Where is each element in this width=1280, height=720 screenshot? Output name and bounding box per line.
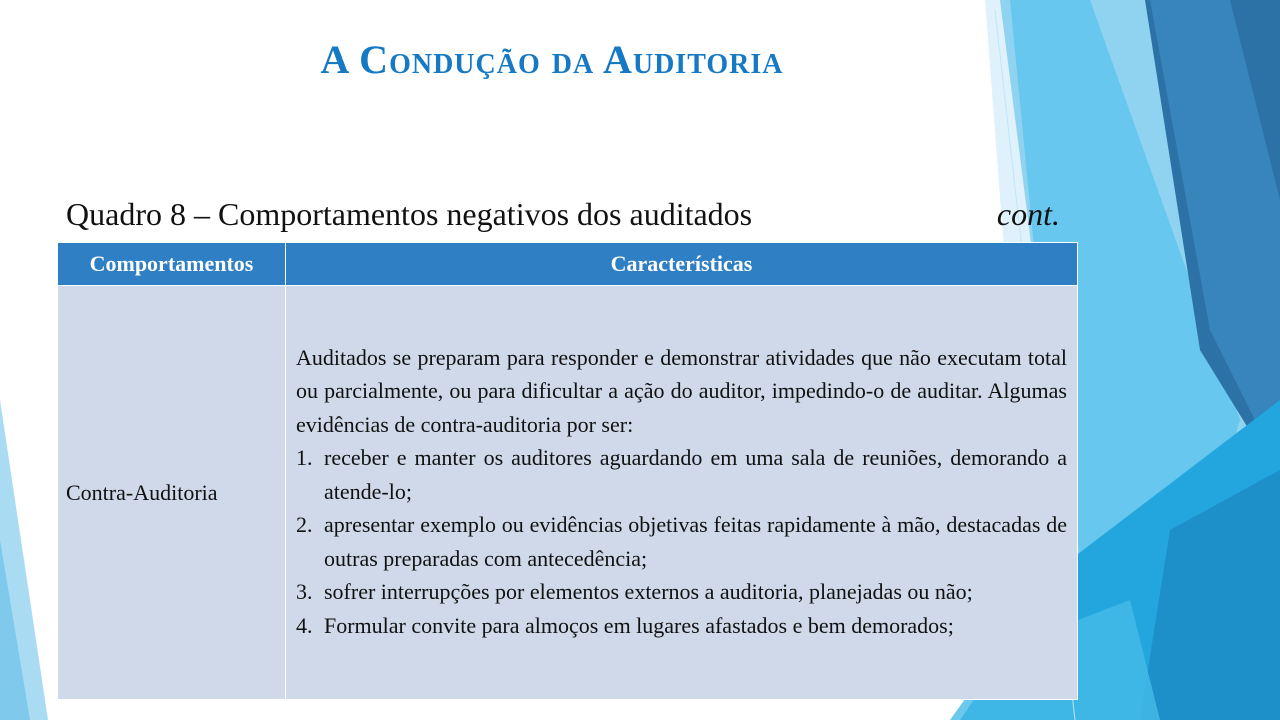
caption-continued: cont. [996, 196, 1060, 232]
list-item-number: 1. [296, 445, 313, 471]
table-caption [66, 196, 1062, 240]
list-item-text: sofrer interrupções por elementos externos a auditoria, planejadas ou não; [324, 579, 973, 605]
list-item [296, 609, 1067, 643]
table-header-row [58, 243, 1078, 286]
caption-text: Quadro 8 – Comportamentos negativos dos auditados [66, 196, 753, 232]
behavior-cell: Contra-Auditoria [58, 286, 286, 700]
list-item-number: 3. [296, 579, 313, 605]
list-item-number: 2. [296, 512, 313, 538]
evidence-list [296, 441, 1067, 642]
table-row [58, 286, 1078, 700]
list-item [296, 575, 1067, 609]
characteristics-intro: Auditados se preparam para responder e demonstrar atividades que não executam total ou parcialmente, ou para dificultar a ação do auditor, impedindo-o de auditar. Algumas evidências de contra-auditoria por ser: [296, 344, 1067, 437]
list-item-number: 4. [296, 612, 313, 638]
header-comportamentos: Comportamentos [58, 243, 286, 286]
header-caracteristicas: Características [286, 243, 1078, 286]
list-item-text: Formular convite para almoços em lugares afastados e bem demorados; [324, 612, 954, 638]
characteristics-cell [286, 286, 1078, 700]
list-item-text: apresentar exemplo ou evidências objetivas feitas rapidamente à mão, destacadas de outras preparadas com antecedência; [324, 512, 1067, 571]
list-item [296, 508, 1067, 575]
behaviors-table [57, 242, 1078, 700]
list-item-text: receber e manter os auditores aguardando em uma sala de reuniões, demorando a atende-lo; [324, 445, 1067, 504]
list-item [296, 441, 1067, 508]
slide-title: A Condução da Auditoria [320, 37, 784, 82]
